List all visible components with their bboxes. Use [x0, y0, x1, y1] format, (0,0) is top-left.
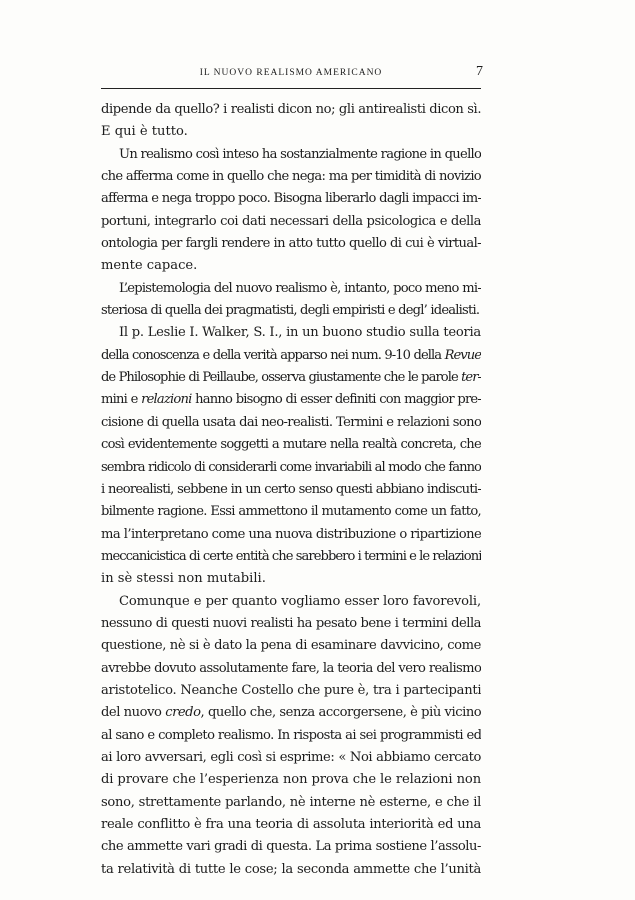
text-line: mini e relazioni hanno bisogno di esser definiti con maggior pre-	[101, 392, 481, 408]
text-line: meccanicistica di certe entità che sarebbero i termini e le relazioni	[101, 548, 481, 564]
running-title: IL NUOVO REALISMO AMERICANO	[199, 68, 383, 78]
text-line: del nuovo credo, quello che, senza accorgersene, è più vicino	[101, 705, 481, 721]
text-line: avrebbe dovuto assolutamente fare, la teoria del vero realismo	[101, 660, 481, 676]
page-number: 7	[476, 64, 483, 79]
paragraph-3	[101, 278, 481, 323]
text-line: afferma e nega troppo poco. Bisogna liberarlo dagli impacci im-	[101, 191, 481, 207]
text-line: in sè stessi non mutabili.	[101, 571, 266, 587]
text-line: ai loro avversari, egli così si esprime: « Noi abbiamo cercato	[101, 749, 481, 765]
italic-term: credo	[165, 705, 201, 721]
text-line: aristotelico. Neanche Costello che pure è, tra i partecipanti	[101, 682, 481, 698]
text-line: bilmente ragione. Essi ammettono il mutamento come un fatto,	[101, 504, 481, 520]
text-line: sembra ridicolo di considerarli come invariabili al modo che fanno	[101, 459, 481, 475]
text-line: questione, nè si è dato la pena di esaminare davvicino, come	[101, 638, 481, 654]
italic-term: Revue	[444, 347, 481, 363]
text-line: sono, strettamente parlando, nè interne nè esterne, e che il	[101, 794, 481, 810]
text-line: ontologia per fargli rendere in atto tutto quello di cui è virtual-	[101, 236, 481, 252]
text-line: che afferma come in quello che nega: ma per timidità di novizio	[101, 169, 481, 185]
text-line: che ammette vari gradi di questa. La prima sostiene l’assolu-	[101, 839, 481, 855]
book-page	[101, 66, 481, 881]
text-line: così evidentemente soggetti a mutare nella realtà concreta, che	[101, 437, 481, 453]
paragraph-1	[101, 99, 481, 144]
text-line: dipende da quello? i realisti dicon no; gli antirealisti dicon sì.	[101, 102, 481, 117]
text-line: Il p. Leslie I. Walker, S. I., in un buono studio sulla teoria	[119, 325, 481, 341]
text-line: steriosa di quella dei pragmatisti, degli empiristi e degl’ idealisti.	[101, 303, 480, 319]
paragraph-4	[101, 322, 481, 590]
text-line: portuni, integrarlo coi dati necessari della psicologica e della	[101, 213, 481, 229]
text-line: nessuno di questi nuovi realisti ha pesato bene i termini della	[101, 615, 481, 631]
text-line: reale conflitto è fra una teoria di assoluta interiorità ed una	[101, 817, 481, 832]
text-line: mente capace.	[101, 258, 198, 274]
running-head	[101, 66, 481, 86]
text-line: Comunque e per quanto vogliamo esser loro favorevoli,	[119, 593, 481, 609]
text-line: de Philosophie di Peillaube, osserva giustamente che le parole ter-	[101, 370, 481, 386]
header-rule	[101, 88, 481, 89]
text-line: Un realismo così inteso ha sostanzialmente ragione in quello	[119, 146, 481, 162]
paragraph-5	[101, 591, 481, 881]
italic-term: ter-	[461, 370, 481, 386]
text-line: i neorealisti, sebbene in un certo senso questi abbiano indiscuti-	[101, 481, 481, 497]
text-line: ma l’interpretano come una nuova distribuzione o ripartizione	[101, 526, 481, 542]
text-line: al sano e completo realismo. In risposta ai sei programmisti ed	[101, 727, 481, 743]
text-line: della conoscenza e della verità apparso nei num. 9-10 della Revue	[101, 347, 481, 363]
body-text	[101, 99, 481, 881]
text-line: di provare che l’esperienza non prova che le relazioni non	[101, 772, 481, 788]
italic-term: relazioni	[141, 392, 192, 408]
text-line: L’epistemologia del nuovo realismo è, intanto, poco meno mi-	[119, 280, 481, 296]
paragraph-2	[101, 144, 481, 278]
text-line: ta relatività di tutte le cose; la seconda ammette che l’unità	[101, 861, 481, 877]
text-line: E qui è tutto.	[101, 124, 188, 140]
text-line: cisione di quella usata dai neo-realisti. Termini e relazioni sono	[101, 414, 481, 430]
